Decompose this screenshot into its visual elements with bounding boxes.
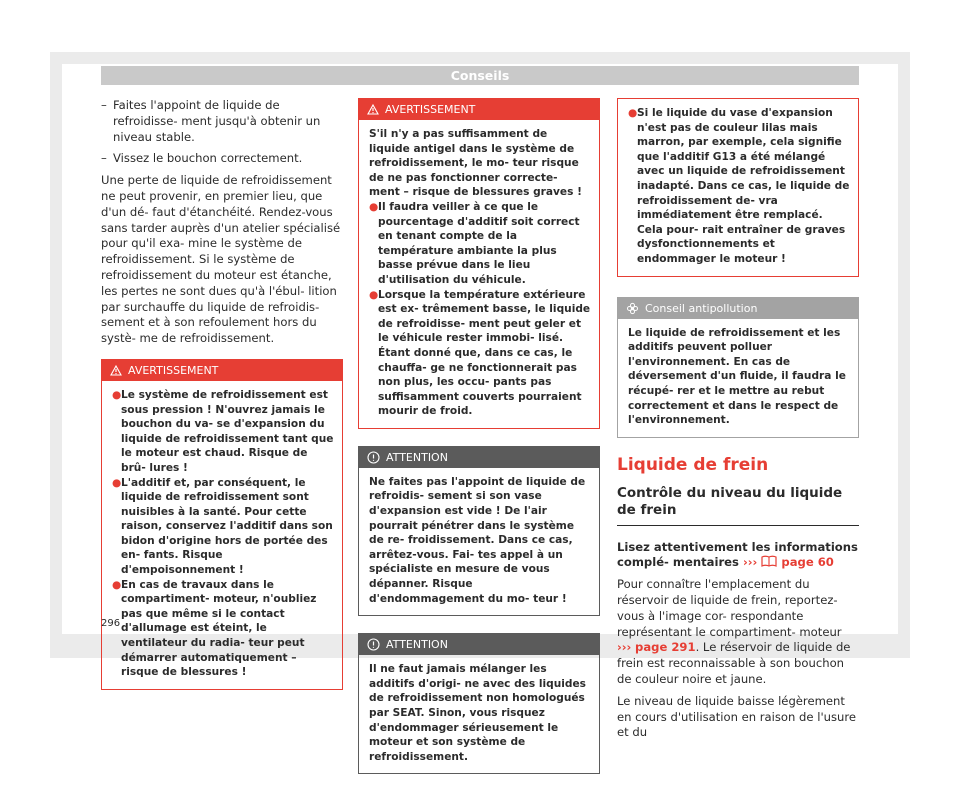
book-icon	[761, 555, 777, 567]
warning-bullet: ● Si le liquide du vase d'expansion n'est pas de couleur lilas mais marron, par exemple, cela signifie que l'additif G13 a été mélangé avec un liquide de refroidissement inadapté. Dans ce cas, le liquide de refroidissement de- vra immédiatement être remplacé. Cela pour- rait entraîner de graves dysfonctionnements et endommager le moteur !	[628, 107, 850, 265]
warning-intro: S'il n'y a pas suffisamment de liquide antigel dans le système de refroidissement, le mo- teur risque de ne pas fonctionner correcte- ment – risque de blessures graves !	[369, 128, 582, 199]
attention-box	[358, 633, 600, 774]
subsection-title: Contrôle du niveau du liquide de frein	[617, 485, 859, 526]
warning-bullet: ● En cas de travaux dans le compartiment- moteur, n'oubliez pas que même si le contact d'allumage est éteint, le ventilateur du radia- teur peut démarrer automatiquement – risque de blessures !	[112, 578, 317, 679]
attention-header	[359, 634, 599, 655]
lead-paragraph: Lisez attentivement les informations complé- mentaires ››› page 60	[617, 539, 858, 570]
environment-body	[618, 319, 858, 437]
paragraph: Le niveau de liquide baisse légèrement en cours d'utilisation en raison de l'usure et du	[617, 693, 857, 740]
page-link[interactable]: page 291	[635, 640, 696, 655]
attention-body	[359, 468, 599, 615]
column-3	[617, 98, 859, 747]
section-title: Liquide de frein	[617, 454, 769, 475]
warning-triangle-icon	[367, 104, 379, 115]
attention-header	[359, 447, 599, 468]
column-1	[101, 98, 343, 707]
info-circle-icon	[367, 451, 380, 464]
environment-box	[617, 297, 859, 438]
warning-header	[359, 99, 599, 120]
warning-body	[102, 381, 342, 689]
environment-header	[618, 298, 858, 319]
warning-body	[359, 120, 599, 428]
attention-text: Il ne faut jamais mélanger les additifs d'origi- ne avec des liquides de refroidissement non homologués par SEAT. Sinon, vous risquez d'endommager sérieusement le moteur et son système de refroidissement.	[369, 663, 586, 763]
environment-title: Conseil antipollution	[645, 301, 758, 315]
step-item: – Faites l'appoint de liquide de refroidisse- ment jusqu'à obtenir un niveau stable.	[101, 98, 321, 144]
flower-icon	[626, 302, 639, 315]
step-text: Vissez le bouchon correctement.	[113, 151, 303, 166]
page-header-title: Conseils	[450, 68, 510, 83]
page-link[interactable]: page 60	[781, 555, 834, 570]
warning-title: AVERTISSEMENT	[128, 363, 219, 377]
paragraph: Une perte de liquide de refroidissement ne peut provenir, en premier lieu, que d'un dé- faut d'étanchéité. Rendez-vous sans tarder auprès d'un atelier spécialisé pour qu'il exa- mine le système de refroidissement. Si le système de refroidissement du moteur est étanche, les pertes ne sont dues qu'à l'ébul- lition par surchauffe du liquide de refroidis- sement et à son refoulement hors du systè- me de refroidissement.	[101, 173, 341, 346]
warning-header	[102, 360, 342, 381]
attention-title: ATTENTION	[386, 450, 448, 464]
step-text: Faites l'appoint de liquide de refroidisse- ment jusqu'à obtenir un niveau stable.	[113, 98, 321, 144]
warning-box	[358, 98, 600, 429]
attention-body	[359, 655, 599, 773]
warning-bullet: ● L'additif et, par conséquent, le liquide de refroidissement sont nuisibles à la santé. Pour cette raison, conservez l'additif dans son bidon d'origine hors de portée des en- fants. Risque d'empoisonnement !	[112, 476, 333, 577]
column-2	[358, 98, 600, 791]
warning-box-continued	[617, 98, 859, 277]
warning-title: AVERTISSEMENT	[385, 103, 476, 116]
attention-box	[358, 446, 600, 616]
info-circle-icon	[367, 638, 380, 651]
page-header	[101, 66, 859, 85]
page-number: 296	[101, 618, 121, 629]
step-item: – Vissez le bouchon correctement.	[101, 151, 303, 166]
warning-bullet: ● Il faudra veiller à ce que le pourcentage d'additif soit correct en tenant compte de la température ambiante la plus basse prévue dans le lieu d'utilisation du véhicule.	[369, 200, 580, 286]
attention-text: Ne faites pas l'appoint de liquide de refroidis- sement si son vase d'expansion est vide ! De l'air pourrait pénétrer dans le système de re- froidissement. Dans ce cas, arrêtez-vous. Fai- tes appel à un spécialiste en mesure de vous dépanner. Risque d'endommagement du mo- teur !	[369, 475, 586, 605]
paragraph: Pour connaître l'emplacement du réservoir de liquide de frein, reportez-vous à l'image cor- respondante représentant le compartiment- moteur ››› page 291. Le réservoir de liquide de frein est reconnaissable à son bouchon de couleur noire et jaune.	[617, 577, 851, 687]
attention-title: ATTENTION	[386, 638, 448, 652]
warning-box	[101, 359, 343, 690]
warning-bullet: ● Le système de refroidissement est sous pression ! N'ouvrez jamais le bouchon du va- se d'expansion du liquide de refroidissement tant que le moteur est chaud. Risque de brû- lures !	[112, 388, 334, 474]
warning-body	[618, 99, 858, 276]
environment-text: Le liquide de refroidissement et les additifs peuvent polluer l'environnement. En cas de déversement d'un fluide, il faudra le récupé- rer et le mettre au rebut correctement et dans le respect de l'environnement.	[628, 326, 846, 427]
warning-bullet: ● Lorsque la température extérieure est ex- trêmement basse, le liquide de refroidisse- ment peut geler et le véhicule rester immobi- lisé. Étant donné que, dans ce cas, le chauffa- ge ne fonctionnerait pas non plus, les occu- pants pas suffisamment couverts pourraient mourir de froid.	[369, 288, 591, 418]
warning-triangle-icon	[110, 365, 122, 376]
